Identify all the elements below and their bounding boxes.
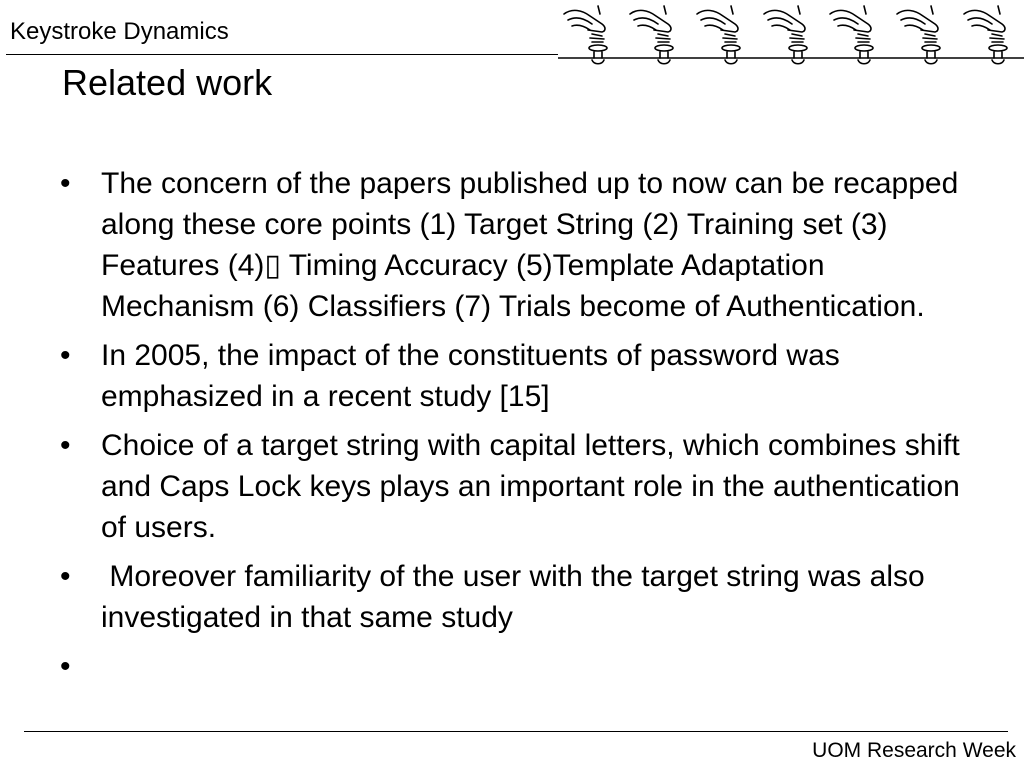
bullet-item	[60, 163, 967, 327]
bullet-item	[60, 335, 960, 417]
bullet-marker: •	[60, 167, 71, 200]
slide-title: Related work	[62, 62, 273, 103]
bullet-text: Choice of a target string with capital letters, which combines shift and Caps Lock keys plays an important role in the authentication of users.	[101, 429, 969, 544]
bullet-text: Moreover familiarity of the user with the target string was also investigated in that same study	[101, 560, 934, 634]
bullet-marker: •	[60, 650, 71, 683]
header-rule	[6, 54, 558, 55]
bullet-item	[60, 556, 960, 638]
bullet-text: The concern of the papers published up to now can be recapped along these core points (1) Target String (2) Training set (3) Features (4)▯ Timing Accuracy (5)Template Adaptation Mechanism (6) Classifiers (7) Trials become of Authentication.	[101, 167, 967, 323]
bullet-list	[60, 163, 969, 683]
typing-hands-icon	[558, 0, 1024, 66]
header-title: Keystroke Dynamics	[10, 18, 229, 45]
bullet-marker: •	[60, 560, 71, 593]
bullet-marker: •	[60, 339, 71, 372]
bullet-text: In 2005, the impact of the constituents of password was emphasized in a recent study [15]	[101, 339, 849, 413]
bullet-item	[60, 425, 969, 548]
bullet-marker: •	[60, 429, 71, 462]
footer-text: UOM Research Week	[812, 739, 1016, 762]
footer-rule	[24, 731, 1008, 732]
